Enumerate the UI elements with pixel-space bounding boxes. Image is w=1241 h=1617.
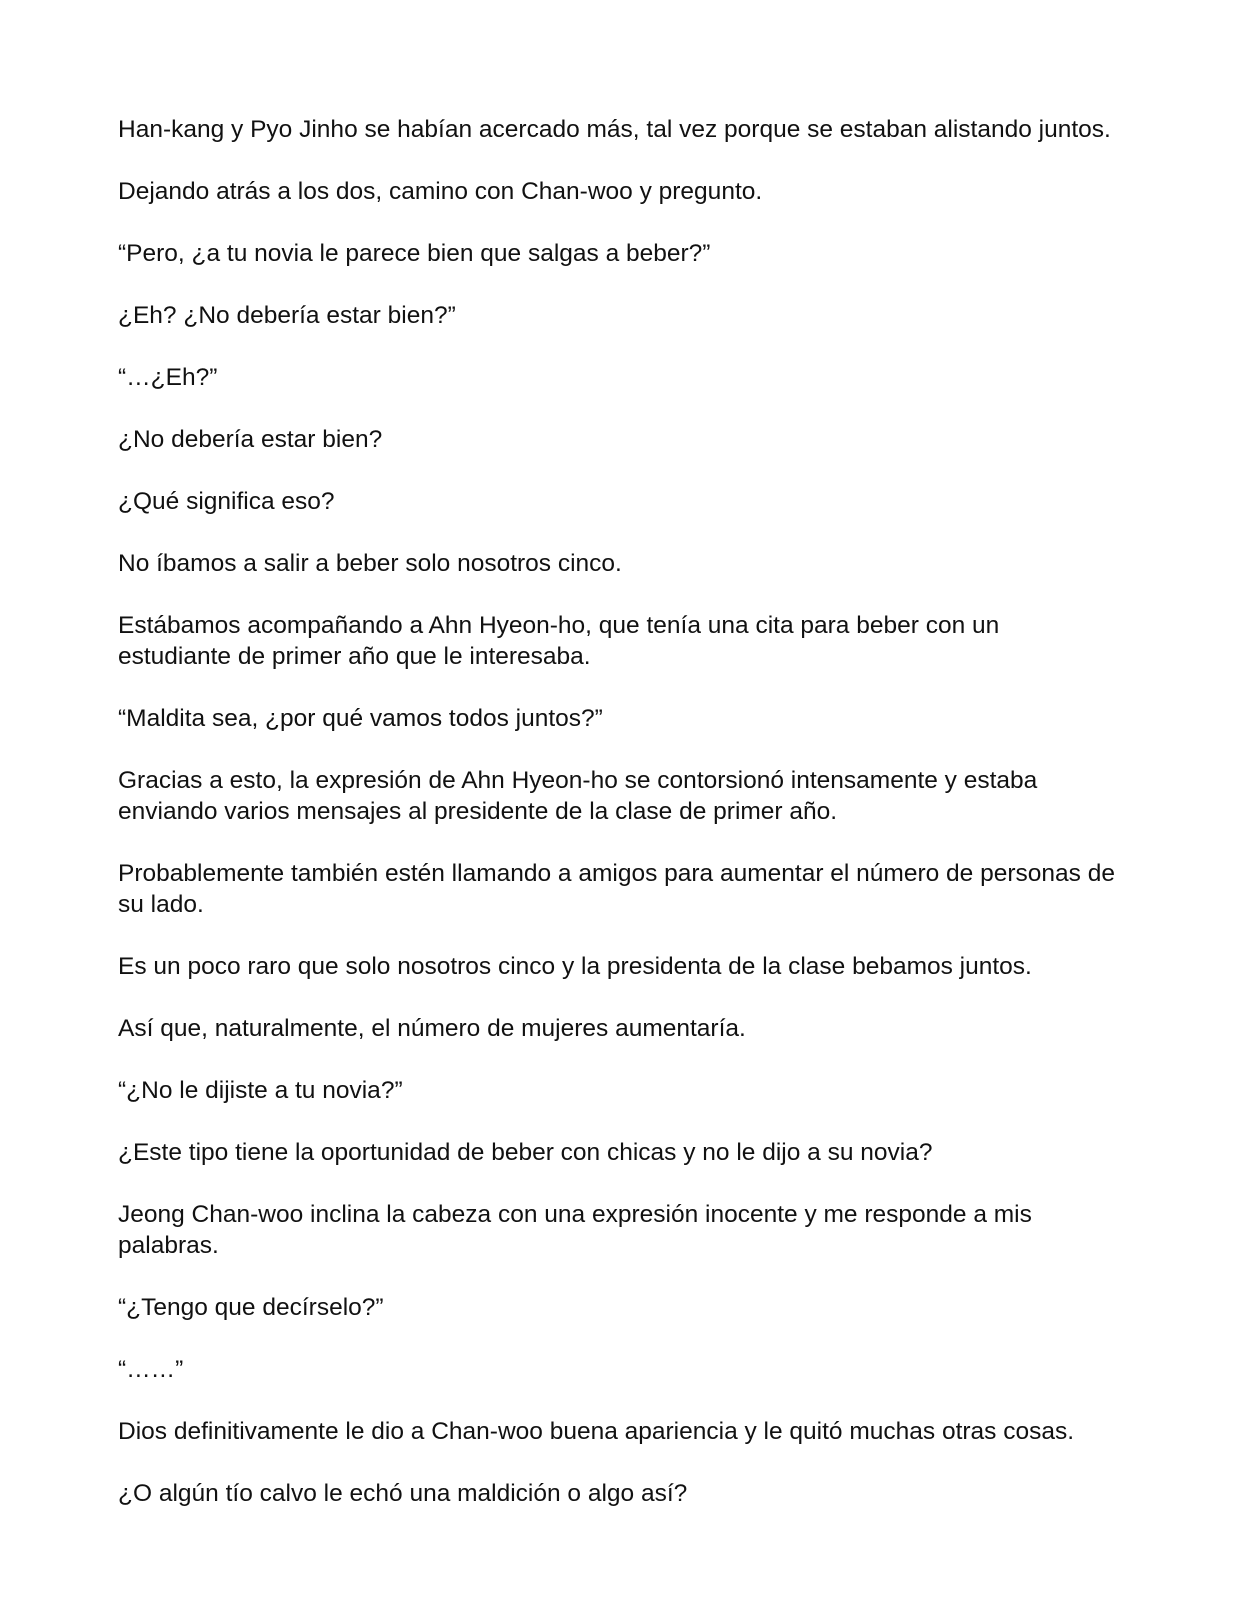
paragraph: ¿No debería estar bien? <box>118 426 383 453</box>
paragraph: No íbamos a salir a beber solo nosotros cinco. <box>118 550 622 577</box>
document-body <box>118 114 1118 1540</box>
paragraph: Así que, naturalmente, el número de mujeres aumentaría. <box>118 1015 746 1042</box>
paragraph: “¿No le dijiste a tu novia?” <box>118 1077 403 1104</box>
paragraph: “……” <box>118 1356 184 1383</box>
paragraph: ¿Qué significa eso? <box>118 488 335 515</box>
paragraph: “…¿Eh?” <box>118 364 218 391</box>
paragraph: “Maldita sea, ¿por qué vamos todos juntos?” <box>118 705 603 732</box>
paragraph: “Pero, ¿a tu novia le parece bien que salgas a beber?” <box>118 240 711 267</box>
paragraph: Han-kang y Pyo Jinho se habían acercado más, tal vez porque se estaban alistando juntos. <box>118 116 1111 143</box>
paragraph: Estábamos acompañando a Ahn Hyeon-ho, que tenía una cita para beber con un estudiante de primer año que le interesaba. <box>118 612 1000 670</box>
paragraph: Es un poco raro que solo nosotros cinco y la presidenta de la clase bebamos juntos. <box>118 953 1032 980</box>
paragraph: Dejando atrás a los dos, camino con Chan-woo y pregunto. <box>118 178 763 205</box>
paragraph: ¿O algún tío calvo le echó una maldición o algo así? <box>118 1480 688 1507</box>
paragraph: Probablemente también estén llamando a amigos para aumentar el número de personas de su lado. <box>118 860 1115 918</box>
paragraph: Gracias a esto, la expresión de Ahn Hyeon-ho se contorsionó intensamente y estaba enviando varios mensajes al presidente de la clase de primer año. <box>118 767 1038 825</box>
paragraph: “¿Tengo que decírselo?” <box>118 1294 384 1321</box>
paragraph: Dios definitivamente le dio a Chan-woo buena apariencia y le quitó muchas otras cosas. <box>118 1418 1075 1445</box>
paragraph: Jeong Chan-woo inclina la cabeza con una expresión inocente y me responde a mis palabras. <box>118 1201 1032 1259</box>
paragraph: ¿Este tipo tiene la oportunidad de beber con chicas y no le dijo a su novia? <box>118 1139 933 1166</box>
paragraph: ¿Eh? ¿No debería estar bien?” <box>118 302 456 329</box>
